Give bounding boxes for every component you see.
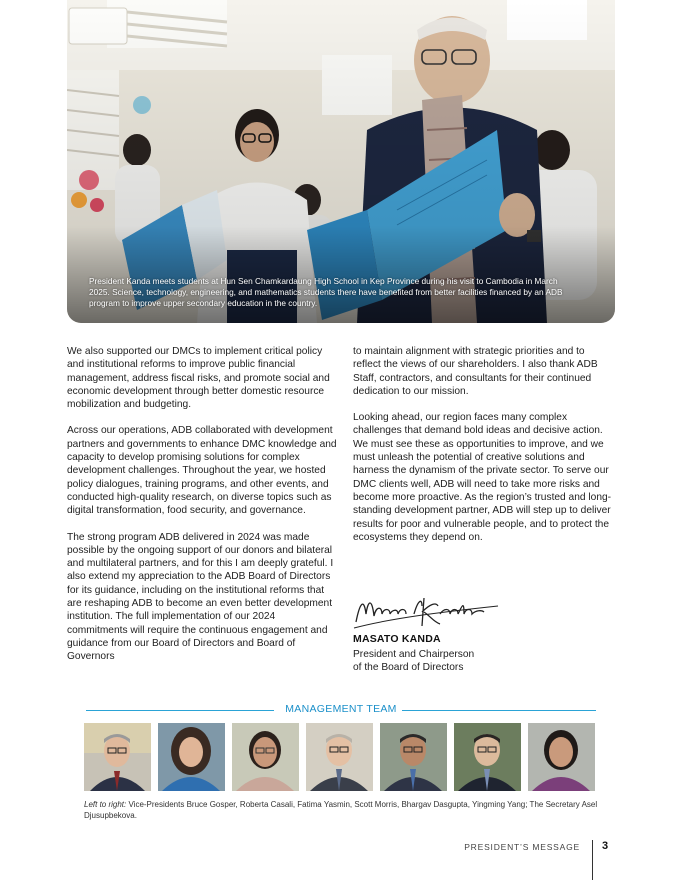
management-caption [84,800,604,821]
portrait-photo [84,723,151,791]
caption-text: Vice-Presidents Bruce Gosper, Roberta Casali, Fatima Yasmin, Scott Morris, Bhargav Dasgupta, Yingming Yang; The Secretary Asel Djusupbekova. [84,800,598,820]
signatory-title [353,648,474,675]
management-portraits [84,723,598,791]
page-number: 3 [602,840,609,852]
portrait-photo [528,723,595,791]
body-column-right [353,345,615,557]
portrait-photo [232,723,299,791]
paragraph: The strong program ADB delivered in 2024 was made possible by the ongoing support of our donors and bilateral and multilateral partners, and for this I am deeply grateful. I also extend my appreciation to the ADB Board of Directors for its guidance, including on the institutional reforms that are reshaping ADB to become an even better development institution. The full implementation of our 2024 commitments will require the continuous engagement and guidance from our Board of Directors and Board of Governors [67,531,334,663]
portrait-photo [158,723,225,791]
footer-divider [592,840,593,880]
management-team-label: MANAGEMENT TEAM [285,703,397,715]
paragraph: Across our operations, ADB collaborated with development partners and governments to enhance DMC knowledge and capacity to develop promising solutions for complex development challenges. Throughout the year, we hosted policy dialogues, training programs, and other events, and conducted high-quality research, on diverse topics such as digital transformation, food security, and governance. [67,425,337,517]
caption-lead: Left to right: [84,800,127,809]
body-column-left [67,345,337,677]
portrait-photo [306,723,373,791]
signatory-title-line: of the Board of Directors [353,662,464,674]
heading-rule-right [402,710,596,711]
paragraph: We also supported our DMCs to implement critical policy and institutional reforms to improve public financial management, address fiscal risks, and promote social and economic development through better domestic resource mobilization and budgeting. [67,346,330,411]
section-label: PRESIDENT’S MESSAGE [464,842,580,852]
management-team-heading [86,702,596,718]
signatory-name: MASATO KANDA [353,633,441,645]
classroom-scene-illustration [67,0,615,323]
signatory-title-line: President and Chairperson [353,649,475,660]
paragraph: to maintain alignment with strategic priorities and to reflect the views of our shareholders. I also thank ADB Staff, contractors, and consultants for their continued dedication to our mission. [353,346,598,397]
photo-caption: President Kanda meets students at Hun Sen Chamkardaung High School in Kep Province during his visit to Cambodia in March 2025. Science, technology, engineering, and mathematics students there have benefited from better facilities financed by an ADB program to improve upper secondary education in the country. [89,276,563,308]
portrait-photo [454,723,521,791]
signature-image [352,592,502,632]
hero-photo [67,0,615,323]
portrait-photo [380,723,447,791]
paragraph: Looking ahead, our region faces many complex challenges that demand bold ideas and decisive action. We must see these as opportunities to improve, and we must unleash the potential of creative solutions and harness the dynamism of the private sector. To serve our DMC clients well, ADB will need to take more risks and become more proactive. As the region’s trusted and long-standing development partner, ADB will step up to deliver results for poor and vulnerable people, and to protect the ecosystems they depend on. [353,412,612,543]
